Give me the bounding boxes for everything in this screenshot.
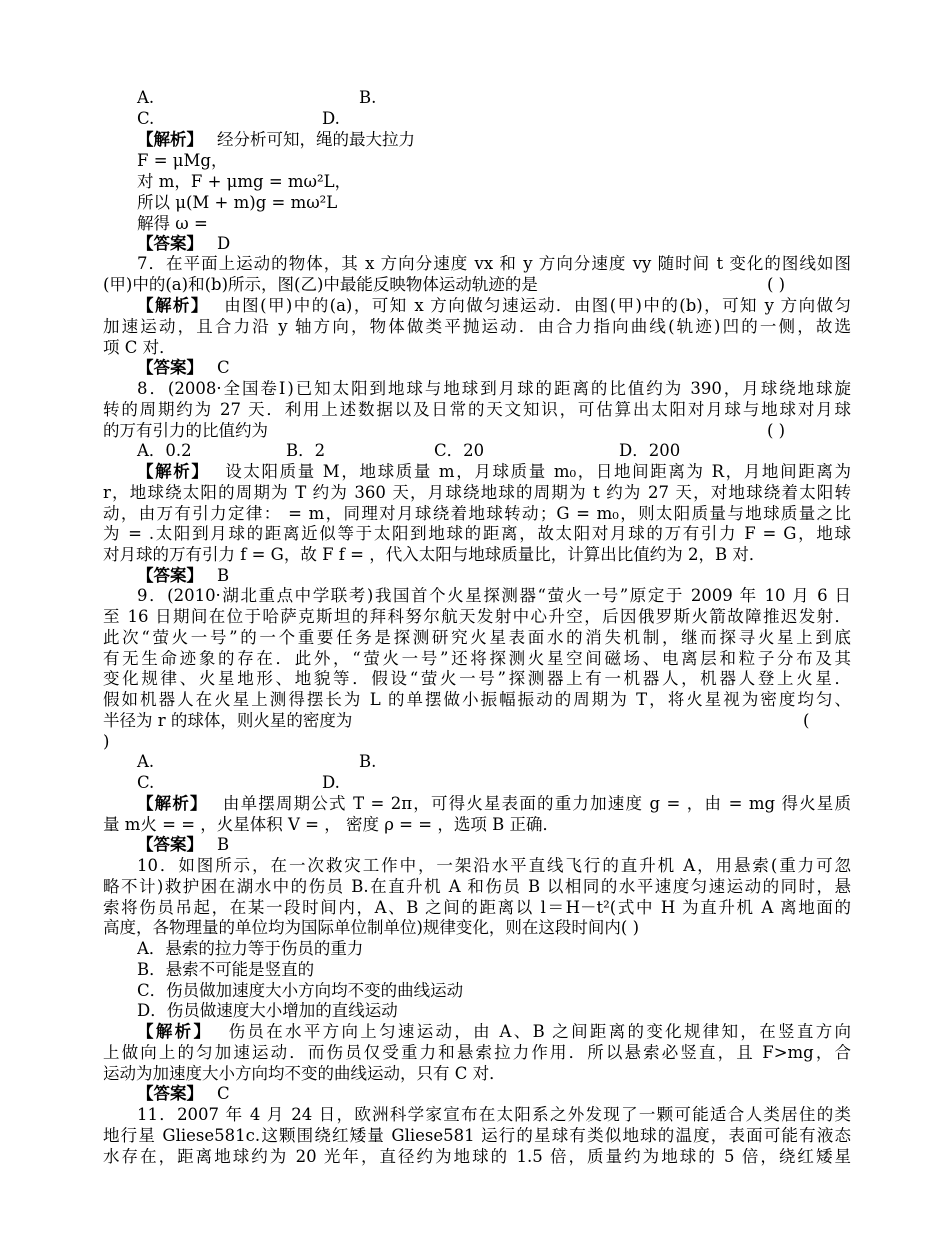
q9-option-a: A. bbox=[137, 752, 155, 771]
q9-analysis-line: 量 m火 = = ，火星体积 V = ， 密度 ρ = = ，选项 B 正确． bbox=[103, 815, 559, 834]
analysis-tag: 【解析】 bbox=[137, 794, 208, 813]
q7-stem-line-2 bbox=[103, 274, 851, 296]
q8-stem-line: 转的周期约为 27 天．利用上述数据以及日常的天文知识，可估算出太阳对月球与地球对月球 bbox=[103, 400, 851, 419]
q8-analysis-line: r，地球绕太阳的周期为 T 约为 360 天，月球绕地球的周期为 t 约为 27 天，对地球绕着太阳转 bbox=[103, 483, 851, 502]
q10-answer bbox=[103, 1083, 851, 1105]
q8-analysis bbox=[103, 461, 851, 483]
q6-option-d: D. bbox=[322, 109, 340, 128]
answer-tag: 【答案】 bbox=[137, 566, 203, 585]
q6-options-row-2 bbox=[103, 108, 851, 130]
answer-tag: 【答案】 bbox=[137, 234, 203, 253]
q8-analysis-line: 动，由万有引力定律： = m，同理对月球绕着地球转动；G = m₀，则太阳质量与地球质量之比 bbox=[103, 504, 851, 523]
answer-value: C bbox=[217, 1084, 230, 1103]
q7-answer bbox=[103, 357, 851, 379]
q8-stem-text: 的万有引力的比值约为 bbox=[103, 421, 268, 440]
q9-stem-line: 假如机器人在火星上测得摆长为 L 的单摆做小振幅振动的周期为 T，将火星视为密度均匀、 bbox=[103, 690, 851, 709]
q10-option-c: C．伤员做加速度大小方向均不变的曲线运动 bbox=[137, 981, 464, 1000]
analysis-tag: 【解析】 bbox=[137, 462, 210, 481]
q7-stem-text: (甲)中的(a)和(b)所示，图(乙)中最能反映物体运动轨迹的是 bbox=[103, 275, 538, 294]
q9-option-b: B. bbox=[359, 752, 377, 771]
analysis-text: 由图(甲)中的(a)，可知 x 方向做匀速运动．由图(甲)中的(b)，可知 y 方向做匀 bbox=[222, 296, 851, 315]
answer-value: B bbox=[217, 566, 230, 585]
q7-analysis bbox=[103, 295, 851, 317]
q9-stem-line: 9．(2010·湖北重点中学联考)我国首个火星探测器“萤火一号”原定于 2009 年 10 月 6 日 bbox=[137, 586, 851, 605]
q10-stem-line: 索将伤员吊起，在某一段时间内，A、B 之间的距离以 l＝H－t²(式中 H 为直升机 A 离地面的 bbox=[103, 898, 851, 917]
analysis-tag: 【解析】 bbox=[137, 130, 203, 149]
q6-options-row-1 bbox=[103, 87, 851, 109]
q11-stem-line: 水存在，距离地球约为 20 光年，直径约为地球的 1.5 倍，质量约为地球的 5 倍，绕红矮星 bbox=[103, 1147, 851, 1166]
q10-stem-line: 高度，各物理量的单位均为国际单位制单位)规律变化，则在这段时间内( ) bbox=[103, 918, 640, 937]
q7-analysis-line: 项 C 对． bbox=[103, 338, 176, 357]
q6-analysis-line: F = μMg， bbox=[137, 151, 228, 170]
q9-options-row-1 bbox=[103, 751, 851, 773]
q6-analysis bbox=[103, 129, 851, 151]
answer-paren-open: ( bbox=[803, 711, 810, 730]
q11-stem-line: 11．2007 年 4 月 24 日，欧洲科学家宣布在太阳系之外发现了一颗可能适合人类居住的类 bbox=[137, 1105, 851, 1124]
q8-option-a: A．0.2 bbox=[137, 441, 192, 460]
q6-option-a: A. bbox=[137, 88, 155, 107]
answer-value: D bbox=[217, 234, 231, 253]
analysis-text: 经分析可知，绳的最大拉力 bbox=[217, 130, 415, 149]
q10-stem-line: 略不计)救护困在湖水中的伤员 B.在直升机 A 和伤员 B 以相同的水平速度匀速运动的同时，悬 bbox=[103, 877, 851, 896]
q9-stem-line-7 bbox=[103, 710, 851, 732]
q8-options bbox=[103, 440, 851, 462]
q9-stem-line: 此次“萤火一号”的一个重要任务是探测研究火星表面水的消失机制，继而探寻火星上到底 bbox=[103, 628, 851, 647]
q8-option-d: D．200 bbox=[619, 441, 681, 460]
answer-paren: ( ) bbox=[767, 421, 786, 440]
q7-analysis-line: 加速运动，且合力沿 y 轴方向，物体做类平抛运动．由合力指向曲线(轨迹)凹的一侧，故选 bbox=[103, 317, 851, 336]
q6-option-c: C. bbox=[137, 109, 155, 128]
q7-stem-line: 7．在平面上运动的物体，其 x 方向分速度 vx 和 y 方向分速度 vy 随时间 t 变化的图线如图 bbox=[137, 254, 851, 273]
q10-analysis bbox=[103, 1021, 851, 1043]
q10-option-b: B．悬索不可能是竖直的 bbox=[137, 960, 315, 979]
q8-option-b: B．2 bbox=[286, 441, 326, 460]
q6-analysis-line: 对 m，F + μmg = mω²L， bbox=[137, 172, 352, 191]
q11-stem-line: 地行星 Gliese581c.这颗围绕红矮量 Gliese581 运行的星球有类似地球的温度，表面可能有液态 bbox=[103, 1126, 851, 1145]
q9-option-d: D. bbox=[322, 773, 340, 792]
q9-options-row-2 bbox=[103, 772, 851, 794]
q9-analysis bbox=[103, 793, 851, 815]
answer-value: C bbox=[217, 358, 230, 377]
q9-stem-text: 半径为 r 的球体，则火星的密度为 bbox=[103, 711, 353, 730]
q9-stem-line: 有无生命迹象的存在．此外，“萤火一号”还将探测火星空间磁场、电离层和粒子分布及其 bbox=[103, 649, 851, 668]
q8-stem-line: 8．(2008·全国卷Ⅰ)已知太阳到地球与地球到月球的距离的比值约为 390，月球绕地球旋 bbox=[137, 379, 851, 398]
q9-stem-line: 变化规律、火星地形、地貌等．假设“萤火一号”探测器上有一机器人，机器人登上火星． bbox=[103, 669, 851, 688]
q9-stem-line: 至 16 日期间在位于哈萨克斯坦的拜科努尔航天发射中心升空，后因俄罗斯火箭故障推迟发射． bbox=[103, 607, 851, 626]
analysis-text: 设太阳质量 M，地球质量 m，月球质量 m₀，日地间距离为 R，月地间距离为 bbox=[223, 462, 851, 481]
q6-analysis-line: 所以 μ(M + m)g = mω²L bbox=[137, 193, 338, 212]
analysis-text: 由单摆周期公式 T = 2π，可得火星表面的重力加速度 g = ，由 = mg 得火星质 bbox=[221, 794, 851, 813]
q9-answer bbox=[103, 834, 851, 856]
answer-tag: 【答案】 bbox=[137, 1084, 203, 1103]
analysis-tag: 【解析】 bbox=[137, 296, 209, 315]
q8-answer bbox=[103, 565, 851, 587]
answer-tag: 【答案】 bbox=[137, 835, 203, 854]
q10-analysis-line: 运动为加速度大小方向均不变的曲线运动，只有 C 对． bbox=[103, 1064, 506, 1083]
q8-analysis-line: 对月球的万有引力 f = G，故 F f = ，代入太阳与地球质量比，计算出比值约为 2，B 对． bbox=[103, 545, 766, 564]
answer-paren: ( ) bbox=[767, 275, 786, 294]
q6-analysis-line: 解得 ω = bbox=[137, 214, 208, 233]
analysis-text: 伤员在水平方向上匀速运动，由 A、B 之间距离的变化规律知，在竖直方向 bbox=[226, 1022, 851, 1041]
q6-option-b: B. bbox=[359, 88, 377, 107]
q10-analysis-line: 上做向上的匀加速运动．而伤员仅受重力和悬索拉力作用．所以悬索必竖直，且 F>mg，合 bbox=[103, 1043, 851, 1062]
answer-value: B bbox=[217, 835, 230, 854]
q10-option-d: D．伤员做速度大小增加的直线运动 bbox=[137, 1001, 398, 1020]
answer-paren-close: ) bbox=[103, 732, 110, 751]
q8-analysis-line: 为 = .太阳到月球的距离近似等于太阳到地球的距离，故太阳对月球的万有引力 F = G，地球 bbox=[103, 524, 851, 543]
q8-option-c: C．20 bbox=[434, 441, 485, 460]
q6-answer bbox=[103, 233, 851, 255]
q8-stem-line-3 bbox=[103, 420, 851, 442]
analysis-tag: 【解析】 bbox=[137, 1022, 213, 1041]
q10-option-a: A．悬索的拉力等于伤员的重力 bbox=[137, 939, 364, 958]
answer-tag: 【答案】 bbox=[137, 358, 203, 377]
q10-stem-line: 10．如图所示，在一次救灾工作中，一架沿水平直线飞行的直升机 A，用悬索(重力可忽 bbox=[137, 856, 851, 875]
q9-option-c: C. bbox=[137, 773, 155, 792]
